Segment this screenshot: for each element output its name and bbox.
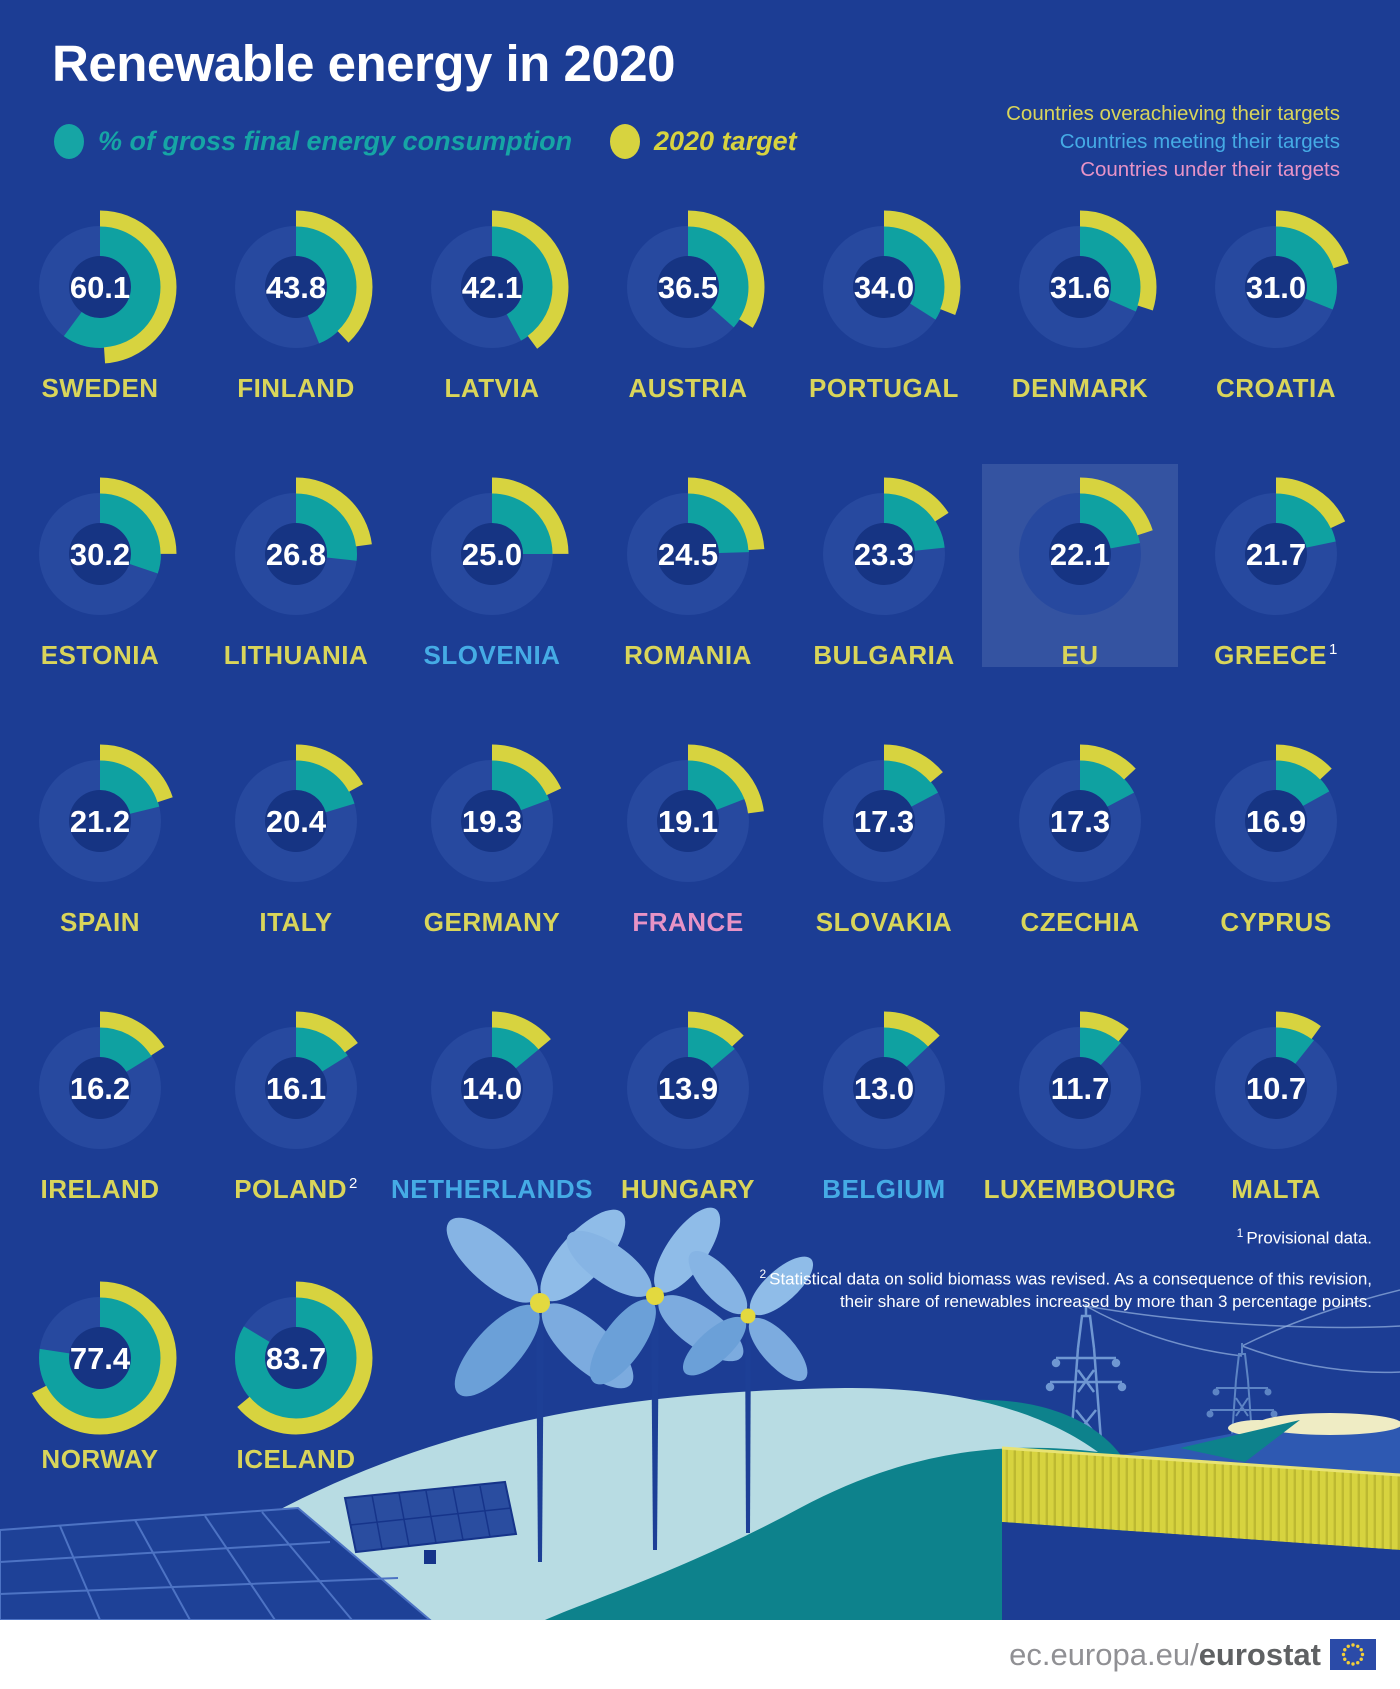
country-label-iceland: ICELAND (236, 1444, 356, 1474)
country-cell-sweden (2, 195, 198, 462)
eu-gauge (1002, 476, 1158, 632)
country-cell-portugal (786, 195, 982, 462)
estonia-gauge (22, 476, 178, 632)
country-label-austria: AUSTRIA (628, 373, 748, 403)
country-cell-lithuania (198, 462, 394, 729)
country-gauge-grid (2, 195, 1374, 1263)
country-label-poland: POLAND $^2$ (234, 1174, 358, 1204)
status-legend-meeting: Countries meeting their targets (1059, 130, 1340, 153)
country-cell-greece (1178, 462, 1374, 729)
country-label-france: FRANCE (632, 907, 744, 937)
eurostat-url: ec.europa.eu/eurostat (1009, 1636, 1321, 1672)
iceland-gauge (218, 1280, 374, 1436)
sweden-gauge (22, 209, 178, 365)
country-cell-germany (394, 729, 590, 996)
gauge-value: 16.2 (69, 1071, 131, 1106)
gauge-value: 13.9 (657, 1071, 719, 1106)
country-label-germany: GERMANY (423, 907, 561, 937)
country-label-slovenia: SLOVENIA (423, 640, 561, 670)
country-cell-croatia (1178, 195, 1374, 462)
gauge-value: 34.0 (853, 270, 915, 305)
gauge-value: 16.1 (265, 1071, 327, 1106)
country-label-spain: SPAIN (59, 907, 141, 937)
country-label-finland: FINLAND (237, 373, 355, 403)
lithuania-gauge (218, 476, 374, 632)
bulgaria-gauge (806, 476, 962, 632)
slovakia-gauge (806, 743, 962, 899)
france-gauge (610, 743, 766, 899)
slovenia-gauge (414, 476, 570, 632)
status-legend-overachieving: Countries overachieving their targets (1006, 102, 1340, 125)
italy-gauge (218, 743, 374, 899)
footnote-biomass: $^2$ Statistical data on solid biomass was revised. As a consequence of this revision, their share of renewables increased by more than 3 percentage points. (759, 1266, 1372, 1312)
country-label-belgium: BELGIUM (822, 1174, 946, 1204)
finland-gauge (218, 209, 374, 365)
gauge-value: 21.2 (69, 804, 131, 839)
country-label-eu: EU (1061, 640, 1099, 670)
gauge-value: 20.4 (265, 804, 327, 839)
gauge-value: 13.0 (853, 1071, 915, 1106)
legend-target (610, 124, 797, 159)
gauge-value: 36.5 (657, 270, 719, 305)
country-cell-france (590, 729, 786, 996)
country-cell-cyprus (1178, 729, 1374, 996)
gauge-value: 17.3 (853, 804, 915, 839)
country-cell-estonia (2, 462, 198, 729)
romania-gauge (610, 476, 766, 632)
country-label-cyprus: CYPRUS (1220, 907, 1332, 937)
gauge-value: 31.6 (1049, 270, 1111, 305)
footnote-marker: 1 (1328, 641, 1338, 659)
status-legend-under: Countries under their targets (1080, 158, 1340, 181)
country-label-latvia: LATVIA (444, 373, 540, 403)
country-label-hungary: HUNGARY (621, 1174, 755, 1204)
footer-bar (0, 1620, 1400, 1689)
footnote-marker: 2 (759, 1266, 767, 1281)
page-title: Renewable energy in 2020 (52, 35, 675, 92)
country-label-denmark: DENMARK (1011, 373, 1149, 403)
gauge-value: 10.7 (1245, 1071, 1307, 1106)
footnotes (692, 1226, 1372, 1313)
norway-gauge (22, 1280, 178, 1436)
country-label-netherlands: NETHERLANDS (391, 1174, 593, 1204)
country-label-lithuania: LITHUANIA (223, 640, 369, 670)
germany-gauge (414, 743, 570, 899)
portugal-gauge (806, 209, 962, 365)
country-cell-eu (982, 462, 1178, 729)
legend-share (54, 124, 572, 159)
country-cell-romania (590, 462, 786, 729)
latvia-gauge (414, 209, 570, 365)
spain-gauge (22, 743, 178, 899)
country-cell-finland (198, 195, 394, 462)
gauge-value: 83.7 (265, 1341, 327, 1376)
target-legend-label: 2020 target (654, 126, 797, 156)
country-label-norway: NORWAY (41, 1444, 159, 1474)
denmark-gauge (1002, 209, 1158, 365)
share-legend-dot-icon (54, 124, 84, 159)
gauge-value: 21.7 (1245, 537, 1307, 572)
country-label-ireland: IRELAND (40, 1174, 160, 1204)
gauge-value: 25.0 (461, 537, 523, 572)
austria-gauge (610, 209, 766, 365)
gauge-value: 42.1 (461, 270, 523, 305)
country-cell-czechia (982, 729, 1178, 996)
footnote-provisional: $^1$ Provisional data. (1236, 1226, 1372, 1248)
country-cell-norway (2, 1266, 198, 1496)
cyprus-gauge (1198, 743, 1354, 899)
country-label-italy: ITALY (259, 907, 333, 937)
greece-gauge (1198, 476, 1354, 632)
country-cell-slovenia (394, 462, 590, 729)
country-label-greece: GREECE $^1$ (1214, 640, 1338, 670)
status-legend (1006, 100, 1340, 184)
share-legend-label: % of gross final energy consumption (98, 126, 573, 156)
gauge-value: 11.7 (1050, 1071, 1110, 1106)
country-label-croatia: CROATIA (1215, 373, 1336, 403)
country-label-sweden: SWEDEN (41, 373, 159, 403)
gauge-value: 19.1 (657, 804, 719, 839)
gauge-value: 17.3 (1049, 804, 1111, 839)
gauge-value: 24.5 (657, 537, 719, 572)
croatia-gauge (1198, 209, 1354, 365)
country-cell-latvia (394, 195, 590, 462)
country-label-portugal: PORTUGAL (809, 373, 959, 403)
target-legend-dot-icon (610, 124, 640, 159)
gauge-value: 31.0 (1245, 270, 1307, 305)
footnote-marker: 2 (348, 1175, 358, 1193)
gauge-value: 60.1 (69, 270, 131, 305)
eu-flag-icon (1330, 1639, 1376, 1670)
country-label-luxembourg: LUXEMBOURG (983, 1174, 1177, 1204)
country-cell-austria (590, 195, 786, 462)
country-cell-bulgaria (786, 462, 982, 729)
country-label-estonia: ESTONIA (40, 640, 160, 670)
country-cell-denmark (982, 195, 1178, 462)
gauge-value: 43.8 (265, 270, 327, 305)
gauge-value: 77.4 (69, 1341, 131, 1376)
country-label-malta: MALTA (1231, 1174, 1321, 1204)
gauge-value: 26.8 (265, 537, 327, 572)
country-label-romania: ROMANIA (624, 640, 752, 670)
country-cell-italy (198, 729, 394, 996)
gauge-value: 19.3 (461, 804, 523, 839)
gauge-value: 22.1 (1049, 537, 1111, 572)
gauge-value: 14.0 (461, 1071, 523, 1106)
gauge-value: 23.3 (853, 537, 915, 572)
country-label-czechia: CZECHIA (1020, 907, 1140, 937)
gauge-value: 30.2 (69, 537, 131, 572)
country-label-bulgaria: BULGARIA (813, 640, 955, 670)
gauge-value: 16.9 (1245, 804, 1307, 839)
footnote-marker: 1 (1236, 1226, 1244, 1240)
country-cell-spain (2, 729, 198, 996)
country-label-slovakia: SLOVAKIA (815, 907, 953, 937)
country-cell-slovakia (786, 729, 982, 996)
country-cell-iceland (198, 1266, 394, 1496)
czechia-gauge (1002, 743, 1158, 899)
